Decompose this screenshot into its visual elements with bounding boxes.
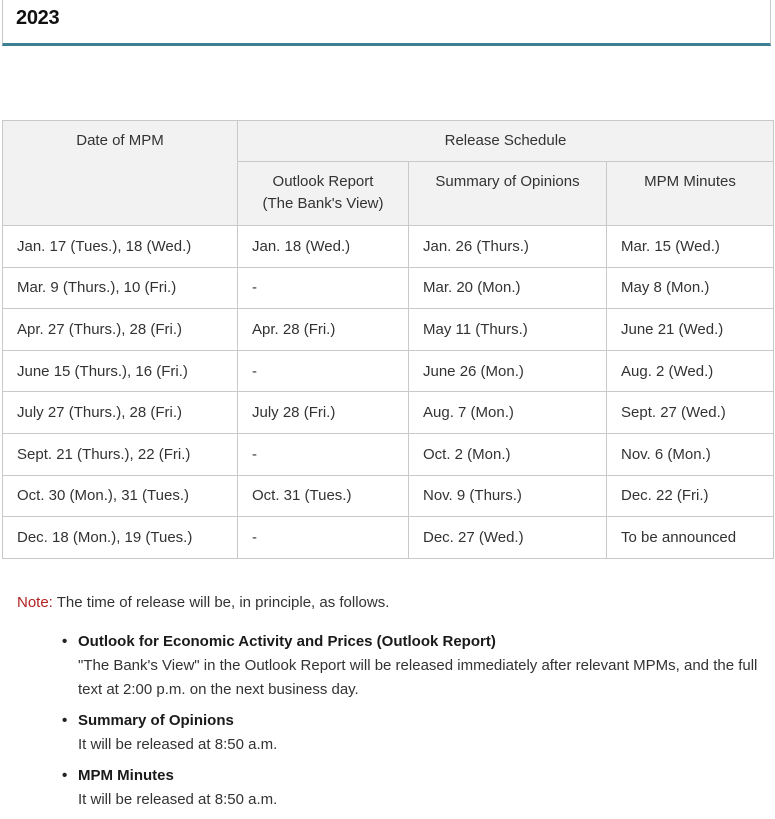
table-row (3, 475, 774, 517)
cell-summary-of-opinions: Dec. 27 (Wed.) (409, 517, 607, 559)
cell-mpm-minutes: Sept. 27 (Wed.) (607, 392, 774, 434)
year-section-header (2, 0, 771, 46)
cell-mpm-date: June 15 (Thurs.), 16 (Fri.) (3, 350, 238, 392)
cell-mpm-date: Oct. 30 (Mon.), 31 (Tues.) (3, 475, 238, 517)
list-item-description: It will be released at 8:50 a.m. (78, 736, 278, 753)
column-header-summary-of-opinions: Summary of Opinions (409, 162, 607, 226)
list-item-title: Outlook for Economic Activity and Prices (Outlook Report) (78, 633, 496, 650)
cell-outlook-report: - (238, 517, 409, 559)
table-row (3, 517, 774, 559)
cell-summary-of-opinions: Oct. 2 (Mon.) (409, 433, 607, 475)
bullet-icon: • (62, 767, 68, 784)
cell-summary-of-opinions: June 26 (Mon.) (409, 350, 607, 392)
cell-outlook-report: Apr. 28 (Fri.) (238, 309, 409, 351)
table-row (3, 350, 774, 392)
note-label: Note: (17, 594, 53, 611)
release-time-list (60, 630, 760, 819)
outlook-header-line1: Outlook Report (272, 173, 374, 190)
cell-outlook-report: July 28 (Fri.) (238, 392, 409, 434)
note-text: The time of release will be, in principle, as follows. (52, 594, 390, 611)
cell-outlook-report: - (238, 267, 409, 309)
column-header-mpm-minutes: MPM Minutes (607, 162, 774, 226)
cell-summary-of-opinions: May 11 (Thurs.) (409, 309, 607, 351)
cell-mpm-minutes: Aug. 2 (Wed.) (607, 350, 774, 392)
bullet-icon: • (62, 712, 68, 729)
cell-summary-of-opinions: Jan. 26 (Thurs.) (409, 226, 607, 268)
list-item-outlook-report (60, 630, 760, 702)
cell-mpm-date: Apr. 27 (Thurs.), 28 (Fri.) (3, 309, 238, 351)
cell-mpm-minutes: Dec. 22 (Fri.) (607, 475, 774, 517)
column-header-date-of-mpm: Date of MPM (3, 121, 238, 226)
cell-outlook-report: - (238, 350, 409, 392)
list-item-title: Summary of Opinions (78, 712, 234, 729)
table-row (3, 309, 774, 351)
table-row (3, 226, 774, 268)
table-row (3, 433, 774, 475)
cell-summary-of-opinions: Nov. 9 (Thurs.) (409, 475, 607, 517)
table-row (3, 267, 774, 309)
outlook-header-line2: (The Bank's View) (262, 195, 384, 212)
list-item-title: MPM Minutes (78, 767, 174, 784)
column-header-outlook-report (238, 162, 409, 226)
list-item-mpm-minutes (60, 764, 760, 812)
cell-mpm-date: Mar. 9 (Thurs.), 10 (Fri.) (3, 267, 238, 309)
cell-mpm-minutes: Mar. 15 (Wed.) (607, 226, 774, 268)
cell-mpm-minutes: To be announced (607, 517, 774, 559)
cell-outlook-report: Jan. 18 (Wed.) (238, 226, 409, 268)
mpm-release-schedule-table (2, 120, 774, 559)
cell-summary-of-opinions: Mar. 20 (Mon.) (409, 267, 607, 309)
list-item-description: "The Bank's View" in the Outlook Report will be released immediately after relevant MPMs, and the full text at 2:00 p.m. on the next business day. (78, 657, 758, 698)
year-title: 2023 (16, 7, 60, 29)
cell-mpm-minutes: May 8 (Mon.) (607, 267, 774, 309)
cell-mpm-date: Dec. 18 (Mon.), 19 (Tues.) (3, 517, 238, 559)
table-header-row (3, 121, 774, 162)
cell-outlook-report: Oct. 31 (Tues.) (238, 475, 409, 517)
cell-outlook-report: - (238, 433, 409, 475)
column-header-release-schedule: Release Schedule (238, 121, 774, 162)
table-row (3, 392, 774, 434)
cell-mpm-date: Sept. 21 (Thurs.), 22 (Fri.) (3, 433, 238, 475)
cell-mpm-date: July 27 (Thurs.), 28 (Fri.) (3, 392, 238, 434)
cell-summary-of-opinions: Aug. 7 (Mon.) (409, 392, 607, 434)
cell-mpm-date: Jan. 17 (Tues.), 18 (Wed.) (3, 226, 238, 268)
cell-mpm-minutes: Nov. 6 (Mon.) (607, 433, 774, 475)
list-item-summary-of-opinions (60, 709, 760, 757)
list-item-description: It will be released at 8:50 a.m. (78, 791, 278, 808)
release-time-note (17, 594, 389, 611)
bullet-icon: • (62, 633, 68, 650)
cell-mpm-minutes: June 21 (Wed.) (607, 309, 774, 351)
